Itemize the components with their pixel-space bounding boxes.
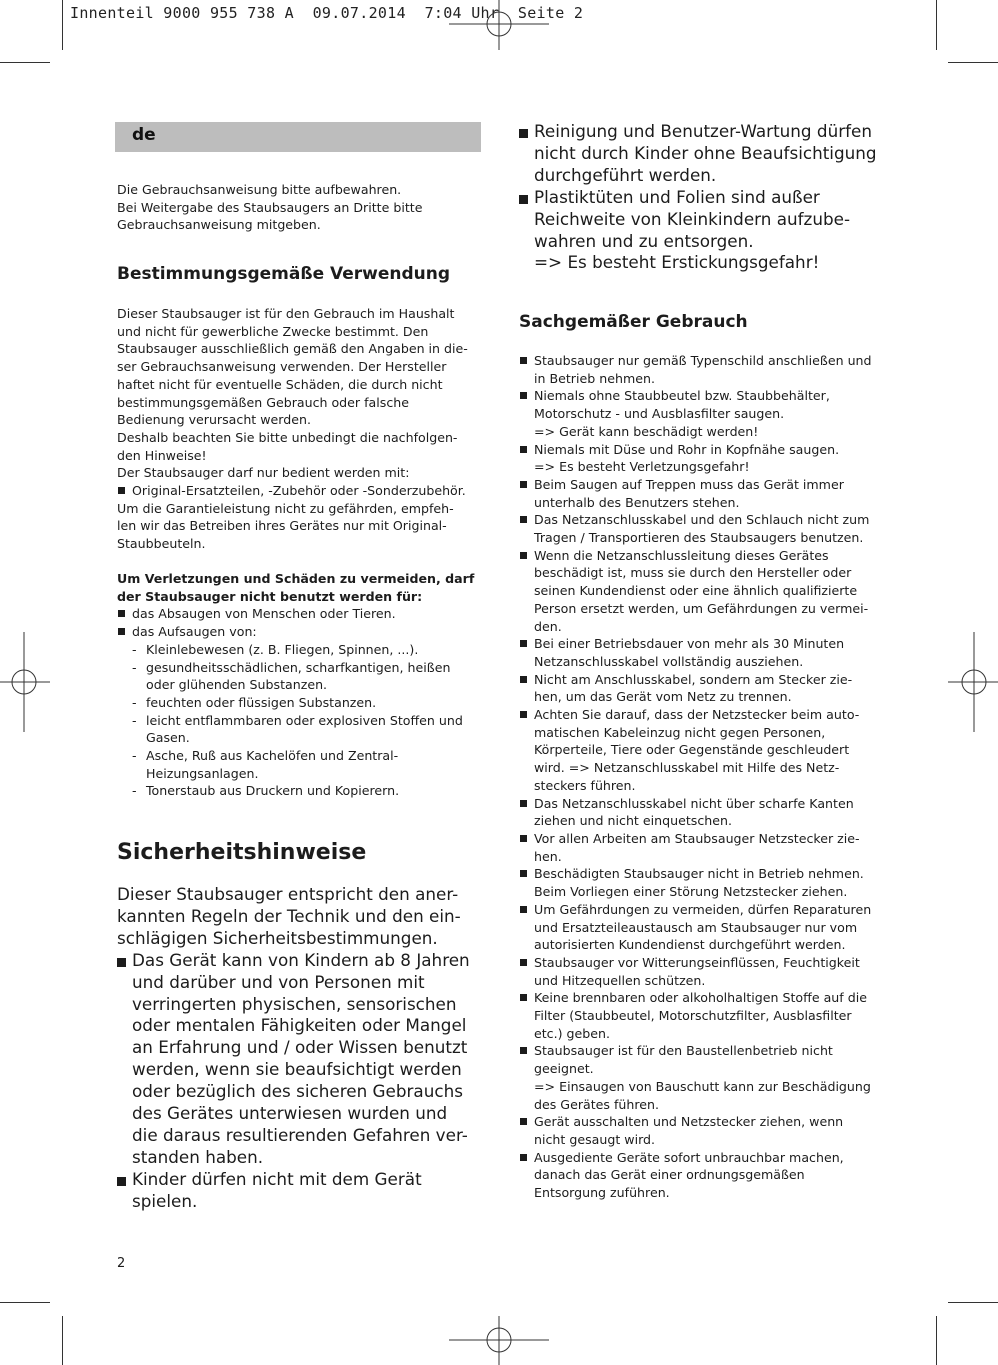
text-line: - leicht entflammbaren oder explosiven Stoffen und (146, 712, 463, 728)
text-line: Reinigung und Benutzer-Wartung dürfen (534, 121, 872, 141)
page-number: 2 (117, 1256, 126, 1271)
text-line: Körperteile, Tiere oder Gegenstände geschleudert (534, 742, 850, 758)
text-line: Gerät ausschalten und Netzstecker ziehen, wenn (534, 1114, 844, 1130)
text-line: Staubsauger ausschließlich gemäß den Angaben in die- (117, 341, 468, 357)
text-line: Dieser Staubsauger entspricht den aner- (117, 884, 459, 904)
crop-mark (948, 62, 998, 63)
text-line: seinen Kundendienst oder eine ähnlich qualifizierte (534, 583, 858, 599)
list-item (519, 547, 891, 636)
text-line: Beschädigten Staubsauger nicht in Betrieb nehmen. (534, 866, 864, 882)
text-line: hen, um das Gerät vom Netz zu trennen. (534, 689, 792, 705)
text-line: Bei einer Betriebsdauer von mehr als 30 Minuten (534, 636, 845, 652)
crop-mark (936, 1316, 937, 1365)
safety-heading-wrap (117, 840, 366, 865)
list-item (519, 1042, 891, 1113)
list-item: Original-Ersatzteilen, -Zubehör oder -Sonderzubehör. (117, 482, 482, 500)
text-line: => Es besteht Erstickungsgefahr! (534, 252, 820, 273)
text-line: standen haben. (132, 1146, 264, 1167)
list-item (519, 387, 891, 440)
list-item (519, 635, 891, 670)
list-item (519, 187, 894, 275)
list-item (519, 121, 894, 187)
warning-heading-line: der Staubsauger nicht benutzt werden für: (117, 588, 423, 604)
text-line: oder glühenden Substanzen. (146, 677, 328, 693)
text-line: Beim Saugen auf Treppen muss das Gerät immer (534, 476, 844, 492)
text-line: matischen Kabeleinzug nicht gegen Personen, (534, 724, 826, 740)
text-line: haftet nicht für eventuelle Schäden, die durch nicht (117, 376, 443, 392)
bullet-list (117, 605, 482, 800)
text-line: nicht gesaugt wird. (534, 1131, 656, 1147)
safety-body (117, 884, 487, 1213)
text-line: Deshalb beachten Sie bitte unbedingt die nachfolgen- (117, 429, 458, 445)
text-line: - Tonerstaub aus Druckern und Kopierern. (146, 783, 400, 799)
sub-list-item (117, 659, 482, 694)
text-line: Dieser Staubsauger ist für den Gebrauch im Haushalt (117, 306, 455, 321)
text-line: und Hitzequellen schützen. (534, 972, 706, 988)
text-line: den. (534, 618, 562, 634)
text-line: Niemals mit Düse und Rohr in Kopfnähe saugen. (534, 441, 840, 457)
text-line: Kinder dürfen nicht mit dem Gerät (132, 1168, 422, 1189)
text-line: und nicht für gewerbliche Zwecke bestimmt. Den (117, 323, 429, 339)
text-line: => Gerät kann beschädigt werden! (534, 423, 759, 439)
text-line: hen. (534, 848, 562, 864)
list-item (117, 950, 487, 1169)
warning-block (117, 570, 482, 800)
text-line: Keine brennbaren oder alkoholhaltigen Stoffe auf die (534, 990, 867, 1006)
sub-list-item (117, 782, 482, 800)
text-line: und Ersatzteileaustausch am Staubsauger nur vom (534, 919, 858, 935)
text-line: verringerten physischen, sensorischen (132, 993, 457, 1014)
sub-list-item (117, 641, 482, 659)
crop-mark (936, 0, 937, 50)
text-line: Das Netzanschlusskabel nicht über scharfe Kanten (534, 795, 854, 811)
text-line: Staubsauger ist für den Baustellenbetrieb nicht (534, 1043, 833, 1059)
bullet-list (519, 121, 894, 274)
text-line: - gesundheitsschädlichen, scharfkantigen, heißen (146, 659, 451, 675)
text-line: Tragen / Transportieren des Staubsaugers benutzen. (534, 530, 864, 546)
text-line: beschädigt ist, muss sie durch den Hersteller oder (534, 565, 852, 581)
intro-text (117, 181, 482, 234)
warning-heading-line: Um Verletzungen und Schäden zu vermeiden, darf (117, 571, 475, 586)
safety-body-continued (519, 121, 894, 274)
list-item (519, 352, 891, 387)
section-heading: Bestimmungsgemäße Verwendung (117, 264, 451, 284)
list-item (519, 441, 891, 476)
text-line: Nicht am Anschlusskabel, sondern am Stecker zie- (534, 671, 853, 687)
text-line: Die Gebrauchsanweisung bitte aufbewahren. (117, 182, 402, 197)
text-line: des Gerätes führen. (534, 1096, 659, 1112)
text-line: Person ersetzt werden, um Gefährdungen zu vermei- (534, 600, 869, 616)
list-item: das Absaugen von Menschen oder Tieren. (117, 605, 482, 623)
bullet-list (519, 352, 891, 1202)
bullet-list (117, 482, 482, 500)
text-line: => Einsaugen von Bauschutt kann zur Beschädigung (534, 1078, 871, 1094)
text-line: des Gerätes unterwiesen wurden und (132, 1103, 448, 1124)
sub-list-item (117, 712, 482, 747)
crop-mark (0, 1302, 50, 1303)
text-line: wird. => Netzanschlusskabel mit Hilfe des Netz- (534, 760, 840, 776)
text-line: oder bezüglich des sicheren Gebrauchs (132, 1081, 463, 1102)
print-slug: Innenteil 9000 955 738 A 09.07.2014 7:04 Uhr Seite 2 (70, 4, 584, 22)
text-line: schlägigen Sicherheitsbestimmungen. (117, 927, 438, 948)
bullet-list (117, 950, 487, 1213)
text-line: Bei Weitergabe des Staubsaugers an Dritte bitte (117, 199, 423, 215)
sub-list-item (117, 747, 482, 782)
text-line: Plastiktüten und Folien sind außer (534, 186, 820, 207)
intended-use-body (117, 305, 482, 553)
list-item (519, 795, 891, 830)
text-line: ziehen und nicht einquetschen. (534, 813, 732, 829)
text-line: Staubbeuteln. (117, 536, 206, 552)
list-item (519, 901, 891, 954)
registration-mark-icon (0, 632, 50, 732)
crop-mark (0, 62, 50, 63)
text-line: etc.) geben. (534, 1025, 610, 1041)
text-line: Niemals ohne Staubbeutel bzw. Staubbehälter, (534, 388, 830, 404)
text-line: Bedienung verursacht werden. (117, 412, 311, 428)
list-item (519, 989, 891, 1042)
text-line: Netzanschlusskabel vollständig ausziehen. (534, 653, 804, 669)
language-tag: de (132, 125, 156, 145)
text-line: Um die Garantieleistung nicht zu gefährden, empfeh- (117, 500, 454, 516)
text-line: Staubsauger nur gemäß Typenschild anschließen und (534, 353, 872, 368)
list-item (519, 511, 891, 546)
intended-use-heading-wrap (117, 264, 450, 284)
proper-use-heading-wrap (519, 312, 748, 332)
text-line: steckers führen. (534, 777, 636, 793)
text-line: len wir das Betreiben ihres Gerätes nur mit Original- (117, 518, 447, 534)
text-line: in Betrieb nehmen. (534, 370, 655, 386)
text-line: und darüber und von Personen mit (132, 971, 425, 992)
text-line: Der Staubsauger darf nur bedient werden mit: (117, 465, 410, 481)
text-line: Heizungsanlagen. (146, 765, 259, 781)
text-line: kannten Regeln der Technik und den ein- (117, 905, 461, 926)
text-line: die daraus resultierenden Gefahren ver- (132, 1124, 468, 1145)
text-line: Wenn die Netzanschlussleitung dieses Gerätes (534, 547, 829, 563)
list-item (519, 954, 891, 989)
text-line: unterhalb des Benutzers stehen. (534, 494, 740, 510)
text-line: => Es besteht Verletzungsgefahr! (534, 459, 750, 475)
registration-mark-icon (449, 1316, 549, 1365)
text-line: wahren und zu entsorgen. (534, 230, 754, 251)
text-line: Beim Vorliegen einer Störung Netzstecker ziehen. (534, 884, 848, 900)
text-line: - feuchten oder flüssigen Substanzen. (146, 694, 377, 710)
text-line: Filter (Staubbeutel, Motorschutzfilter, Ausblasfilter (534, 1008, 852, 1024)
registration-mark-icon (948, 632, 998, 732)
language-tag-bar (115, 122, 481, 152)
text-line: Reichweite von Kleinkindern aufzube- (534, 208, 851, 229)
text-line: Entsorgung zuführen. (534, 1185, 670, 1201)
text-line: Das Gerät kann von Kindern ab 8 Jahren (132, 949, 470, 970)
list-item (519, 476, 891, 511)
text-line: Motorschutz - und Ausblasfilter saugen. (534, 406, 785, 422)
text-line: bestimmungsgemäßen Gebrauch oder falsche (117, 394, 409, 410)
registration-mark-icon (449, 0, 549, 50)
text-line: danach das Gerät einer ordnungsgemäßen (534, 1167, 805, 1183)
text-line: Gebrauchsanweisung mitgeben. (117, 217, 321, 233)
text-line: Vor allen Arbeiten am Staubsauger Netzstecker zie- (534, 830, 860, 846)
list-item (117, 1169, 487, 1213)
crop-mark (62, 1316, 63, 1365)
text-line: spielen. (132, 1190, 198, 1211)
text-line: nicht durch Kinder ohne Beaufsichtigung (534, 142, 877, 163)
text-line: - Asche, Ruß aus Kachelöfen und Zentral- (146, 748, 399, 764)
text-line: Das Netzanschlusskabel und den Schlauch nicht zum (534, 512, 870, 528)
section-heading: Sachgemäßer Gebrauch (519, 312, 748, 332)
list-item (519, 1149, 891, 1202)
text-line: an Erfahrung und / oder Wissen benutzt (132, 1037, 468, 1058)
text-line: Gasen. (146, 730, 190, 746)
text-line: ser Gebrauchsanweisung verwenden. Der Hersteller (117, 359, 447, 375)
text-line: - Kleinlebewesen (z. B. Fliegen, Spinnen, ...). (146, 641, 419, 657)
proper-use-body (519, 352, 891, 1202)
text-line: werden, wenn sie beaufsichtigt werden (132, 1059, 462, 1080)
text-line: Ausgediente Geräte sofort unbrauchbar machen, (534, 1149, 844, 1165)
crop-mark (62, 0, 63, 50)
section-title: Sicherheitshinweise (117, 840, 367, 865)
text-line: Staubsauger vor Witterungseinflüssen, Feuchtigkeit (534, 954, 860, 970)
text-line: Um Gefährdungen zu vermeiden, dürfen Reparaturen (534, 901, 872, 917)
crop-mark (948, 1302, 998, 1303)
list-item (519, 671, 891, 706)
text-line: durchgeführt werden. (534, 164, 717, 185)
list-item (519, 706, 891, 795)
text-line: den Hinweise! (117, 447, 207, 463)
text-line: geeignet. (534, 1061, 594, 1077)
sub-list-item (117, 694, 482, 712)
text-line: Achten Sie darauf, dass der Netzstecker beim auto- (534, 707, 860, 723)
list-item: das Aufsaugen von: (117, 623, 482, 641)
list-item (519, 1113, 891, 1148)
text-line: autorisierten Kundendienst durchgeführt werden. (534, 937, 846, 953)
list-item (519, 830, 891, 865)
list-item (519, 865, 891, 900)
text-line: oder mentalen Fähigkeiten oder Mangel (132, 1015, 467, 1036)
